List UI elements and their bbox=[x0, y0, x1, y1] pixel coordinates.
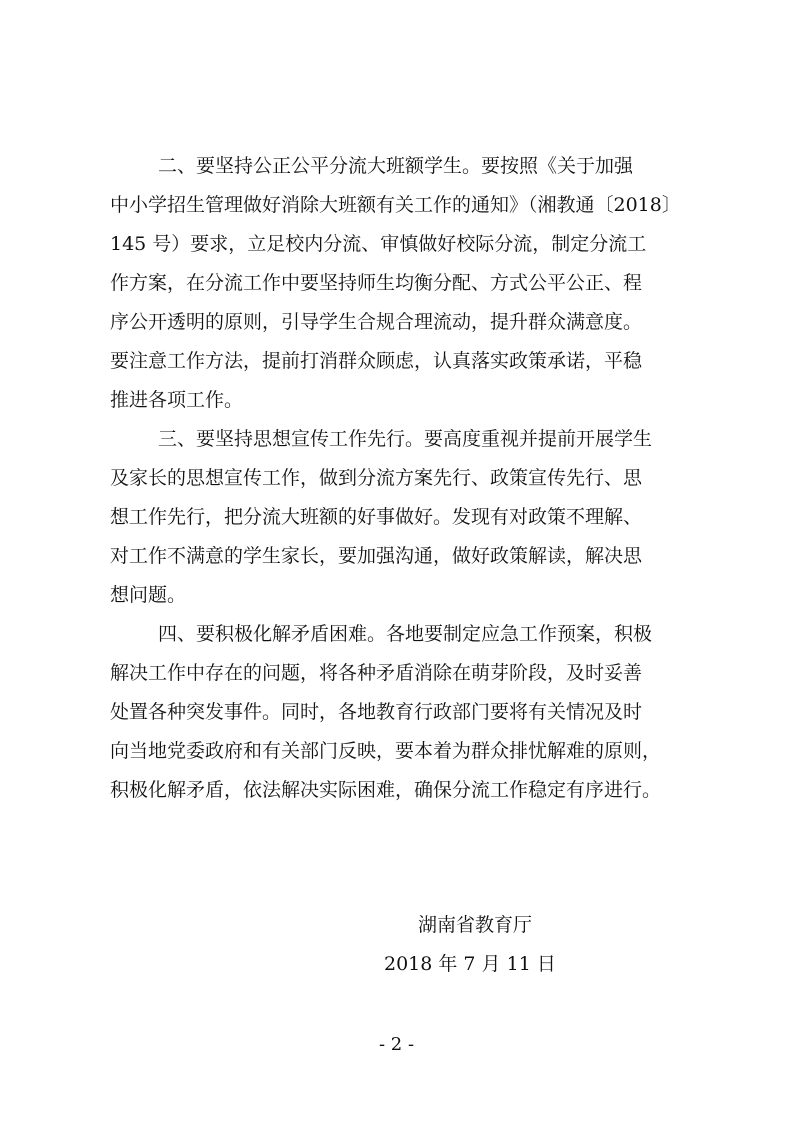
signature-org: 湖南省教育厅 bbox=[418, 914, 533, 936]
paragraph-2-line-7: 推进各项工作。 bbox=[110, 389, 244, 411]
paragraph-4-line-1: 四、要积极化解矛盾困难。各地要制定应急工作预案，积极 bbox=[158, 623, 653, 645]
paragraph-4-line-3: 处置各种突发事件。同时，各地教育行政部门要将有关情况及时 bbox=[110, 701, 643, 723]
paragraph-3-line-4: 对工作不满意的学生家长，要加强沟通，做好政策解读，解决思 bbox=[110, 545, 643, 567]
paragraph-4-line-5: 积极化解矛盾，依法解决实际困难，确保分流工作稳定有序进行。 bbox=[110, 779, 662, 801]
paragraph-3-line-3: 想工作先行，把分流大班额的好事做好。发现有对政策不理解、 bbox=[110, 506, 643, 528]
paragraph-2-line-4: 作方案，在分流工作中要坚持师生均衡分配、方式公平公正、程 bbox=[110, 272, 643, 294]
paragraph-2-line-6: 要注意工作方法，提前打消群众顾虑，认真落实政策承诺，平稳 bbox=[110, 350, 643, 372]
paragraph-2-line-3: 145 号）要求，立足校内分流、审慎做好校际分流，制定分流工 bbox=[110, 233, 647, 255]
paragraph-4-line-2: 解决工作中存在的问题，将各种矛盾消除在萌芽阶段，及时妥善 bbox=[110, 662, 643, 684]
signature-date: 2018 年 7 月 11 日 bbox=[384, 953, 556, 975]
paragraph-3-line-2: 及家长的思想宣传工作，做到分流方案先行、政策宣传先行、思 bbox=[110, 467, 643, 489]
paragraph-2-line-1: 二、要坚持公正公平分流大班额学生。要按照《关于加强 bbox=[158, 155, 634, 177]
paragraph-3-line-1: 三、要坚持思想宣传工作先行。要高度重视并提前开展学生 bbox=[158, 428, 653, 450]
page-number: - 2 - bbox=[378, 1034, 415, 1055]
paragraph-3-line-5: 想问题。 bbox=[110, 584, 187, 606]
paragraph-2-line-2: 中小学招生管理做好消除大班额有关工作的通知》（湘教通〔2018〕 bbox=[110, 194, 681, 216]
paragraph-2-line-5: 序公开透明的原则，引导学生合规合理流动，提升群众满意度。 bbox=[110, 311, 643, 333]
paragraph-4-line-4: 向当地党委政府和有关部门反映，要本着为群众排忧解难的原则， bbox=[110, 740, 662, 762]
